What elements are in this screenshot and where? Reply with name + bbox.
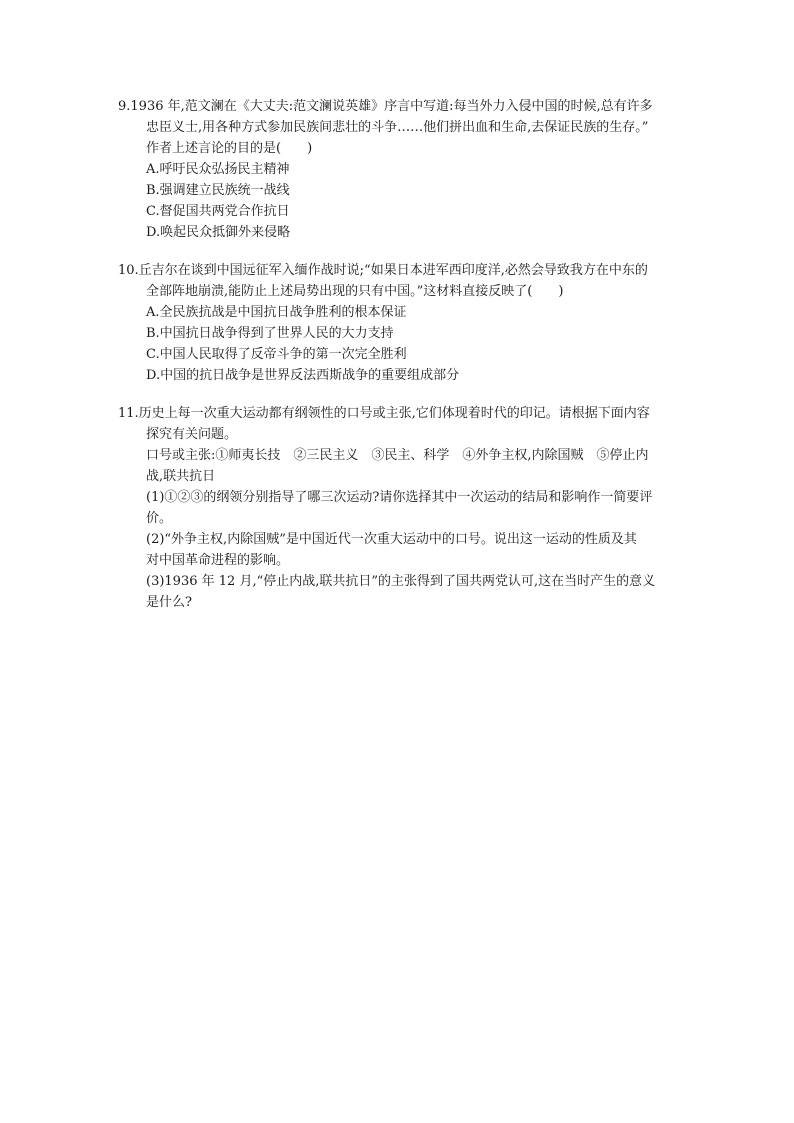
question-9-option-c: C.督促国共两党合作抗日 [146,204,290,219]
question-10-option-b: B.中国抗日战争得到了世界人民的大力支持 [146,326,394,341]
question-10-option-d: D.中国的抗日战争是世界反法西斯战争的重要组成部分 [146,368,460,383]
question-11-sub2 [146,529,698,571]
question-10-option-a: A.全民族抗战是中国抗日战争胜利的根本保证 [146,305,407,320]
question-11-sub1 [146,487,698,529]
question-11-sub2-line1: (2)“外争主权,内除国贼”是中国近代一次重大运动中的口号。说出这一运动的性质及其 [146,532,637,547]
question-11-subquestions [118,487,698,613]
question-11-sub3-line2: 是什么? [146,595,192,610]
question-11-sub1-line2: 价。 [146,511,173,526]
question-9-option-b: B.强调建立民族统一战线 [146,183,290,198]
question-10-options [118,302,698,386]
question-11-slogans-line1: 口号或主张:①师夷长技 ②三民主义 ③民主、科学 ④外争主权,内除国贼 ⑤停止内 [146,448,649,463]
question-11-sub1-line1: (1)①②③的纲领分别指导了哪三次运动?请你选择其中一次运动的结局和影响作一简要评 [146,490,653,505]
question-11-sub2-line2: 对中国革命进程的影响。 [146,553,290,568]
question-11 [118,403,698,613]
question-11-sub3 [146,571,698,613]
question-9-option-d: D.唤起民众抵御外来侵略 [146,225,291,240]
question-10-stem [118,260,698,302]
question-11-stem [118,403,698,445]
question-10 [118,260,698,386]
question-11-sub3-line1: (3)1936 年 12 月,“停止内战,联共抗日”的主张得到了国共两党认可,这在当时产生的意义 [146,574,656,589]
question-10-stem-line1: 10.丘吉尔在谈到中国远征军入缅作战时说;“如果日本进军西印度洋,必然会导致我方在中东的 [118,263,648,278]
question-9-options [118,159,698,243]
question-9-stem [118,96,698,159]
question-9-stem-line2: 忠臣义士,用各种方式参加民族间悲壮的斗争……他们拼出血和生命,去保证民族的生存。” [146,120,649,135]
question-11-stem-line1: 11.历史上每一次重大运动都有纲领性的口号或主张,它们体现着时代的印记。请根据下面内容 [118,406,650,421]
question-9-option-a: A.呼吁民众弘扬民主精神 [146,162,290,177]
question-10-option-c: C.中国人民取得了反帝斗争的第一次完全胜利 [146,347,407,362]
question-9-stem-line3: 作者上述言论的目的是( ) [146,141,313,156]
question-11-stem-line2: 探究有关问题。 [146,427,238,442]
question-11-slogans [118,445,698,487]
question-9-stem-line1: 9.1936 年,范文澜在《大丈夫:范文澜说英雄》序言中写道:每当外力入侵中国的时候,总有许多 [118,99,653,114]
question-11-slogans-line2: 战,联共抗日 [146,469,216,484]
question-10-stem-line2: 全部阵地崩溃,能防止上述局势出现的只有中国。”这材料直接反映了( ) [146,284,564,299]
question-9 [118,96,698,243]
